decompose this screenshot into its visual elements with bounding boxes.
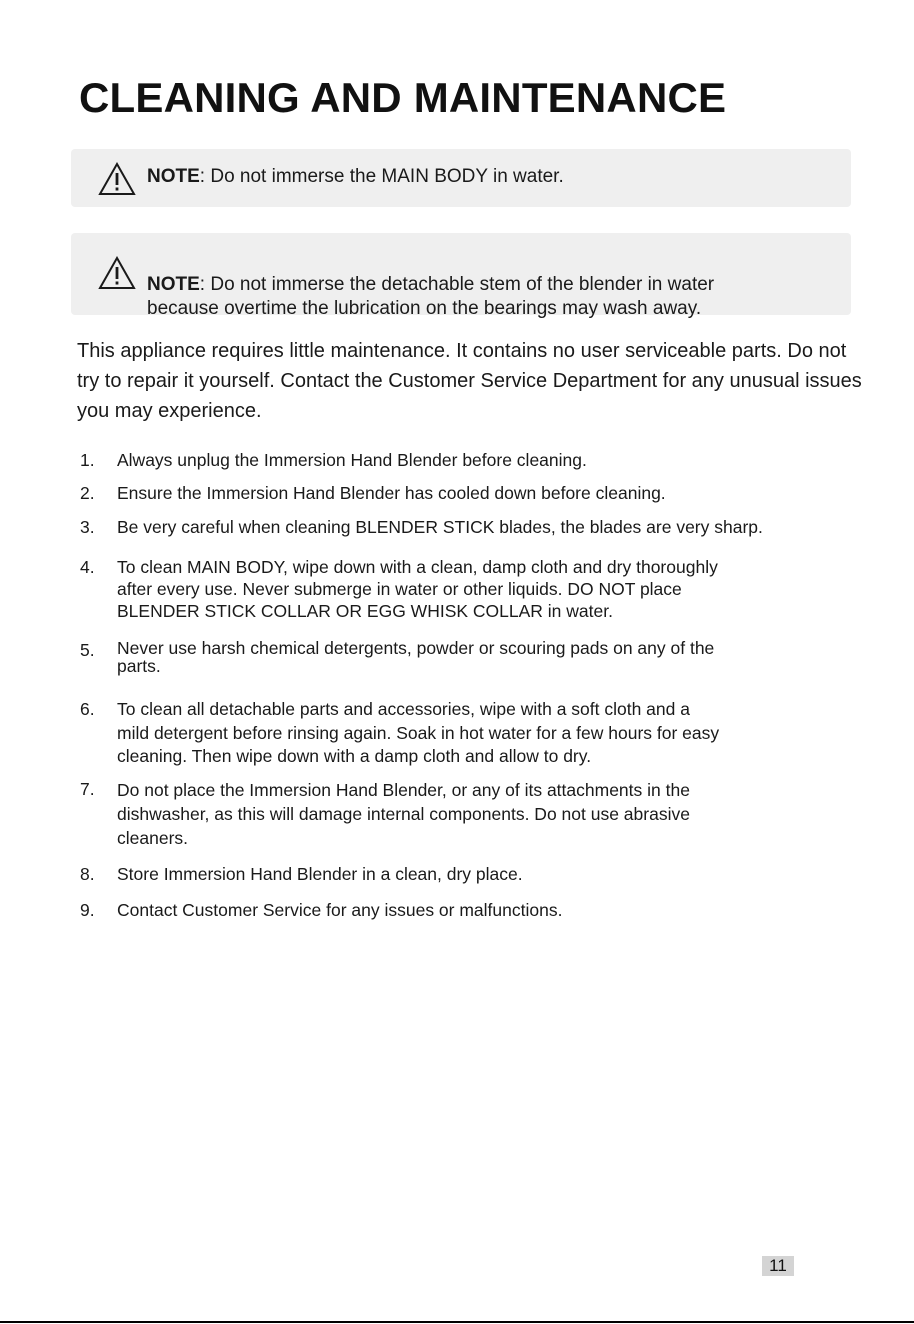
step-text: To clean MAIN BODY, wipe down with a clean, damp cloth and dry thoroughly after every use. Never submerge in water or other liquids. DO NOT place BLENDER STICK COLLAR OR EGG WHISK COLLAR in water. xyxy=(117,557,718,621)
note-label: NOTE xyxy=(147,166,200,187)
warning-triangle-icon xyxy=(98,256,136,295)
page-title: CLEANING AND MAINTENANCE xyxy=(79,74,727,121)
note-body: Do not immerse the detachable stem of the blender in water because overtime the lubrication on the bearings may wash away. xyxy=(147,274,715,319)
note-box-detachable-stem xyxy=(71,233,851,319)
page-number: 11 xyxy=(762,1256,794,1276)
note-body: Do not immerse the MAIN BODY in water. xyxy=(210,166,564,187)
note-separator: : xyxy=(199,166,211,187)
step-number: 1. xyxy=(80,450,95,470)
note-text xyxy=(147,249,714,321)
step-text: Be very careful when cleaning BLENDER STICK blades, the blades are very sharp. xyxy=(117,517,763,537)
step-text: Ensure the Immersion Hand Blender has cooled down before cleaning. xyxy=(117,483,666,503)
note-label: NOTE xyxy=(147,274,200,295)
note-box-main-body xyxy=(71,149,851,207)
warning-triangle-icon xyxy=(98,162,136,201)
step-number: 4. xyxy=(80,557,95,577)
step-text: Store Immersion Hand Blender in a clean, dry place. xyxy=(117,864,523,884)
step-number: 6. xyxy=(80,699,95,719)
step-number: 7. xyxy=(80,779,95,799)
bottom-divider xyxy=(0,1321,914,1323)
note-separator: : xyxy=(199,274,211,295)
step-number: 3. xyxy=(80,517,95,537)
step-text: Always unplug the Immersion Hand Blender before cleaning. xyxy=(117,450,587,470)
intro-paragraph: This appliance requires little maintenance. It contains no user serviceable parts. Do not try to repair it yourself. Contact the Customer Service Department for any unusual issues you may experience. xyxy=(77,340,862,422)
step-text: Contact Customer Service for any issues or malfunctions. xyxy=(117,900,563,920)
step-number: 2. xyxy=(80,483,95,503)
step-text: Never use harsh chemical detergents, powder or scouring pads on any of the parts. xyxy=(117,638,715,676)
note-text xyxy=(147,165,564,189)
step-number: 8. xyxy=(80,864,95,884)
step-number: 5. xyxy=(80,640,95,660)
step-number: 9. xyxy=(80,900,95,920)
step-text: To clean all detachable parts and accessories, wipe with a soft cloth and a mild detergent before rinsing again. Soak in hot water for a few hours for easy cleaning. Then wipe down with a damp cloth and allow to dry. xyxy=(117,699,720,766)
step-text: Do not place the Immersion Hand Blender, or any of its attachments in the dishwasher, as this will damage internal components. Do not use abrasive cleaners. xyxy=(117,780,690,848)
